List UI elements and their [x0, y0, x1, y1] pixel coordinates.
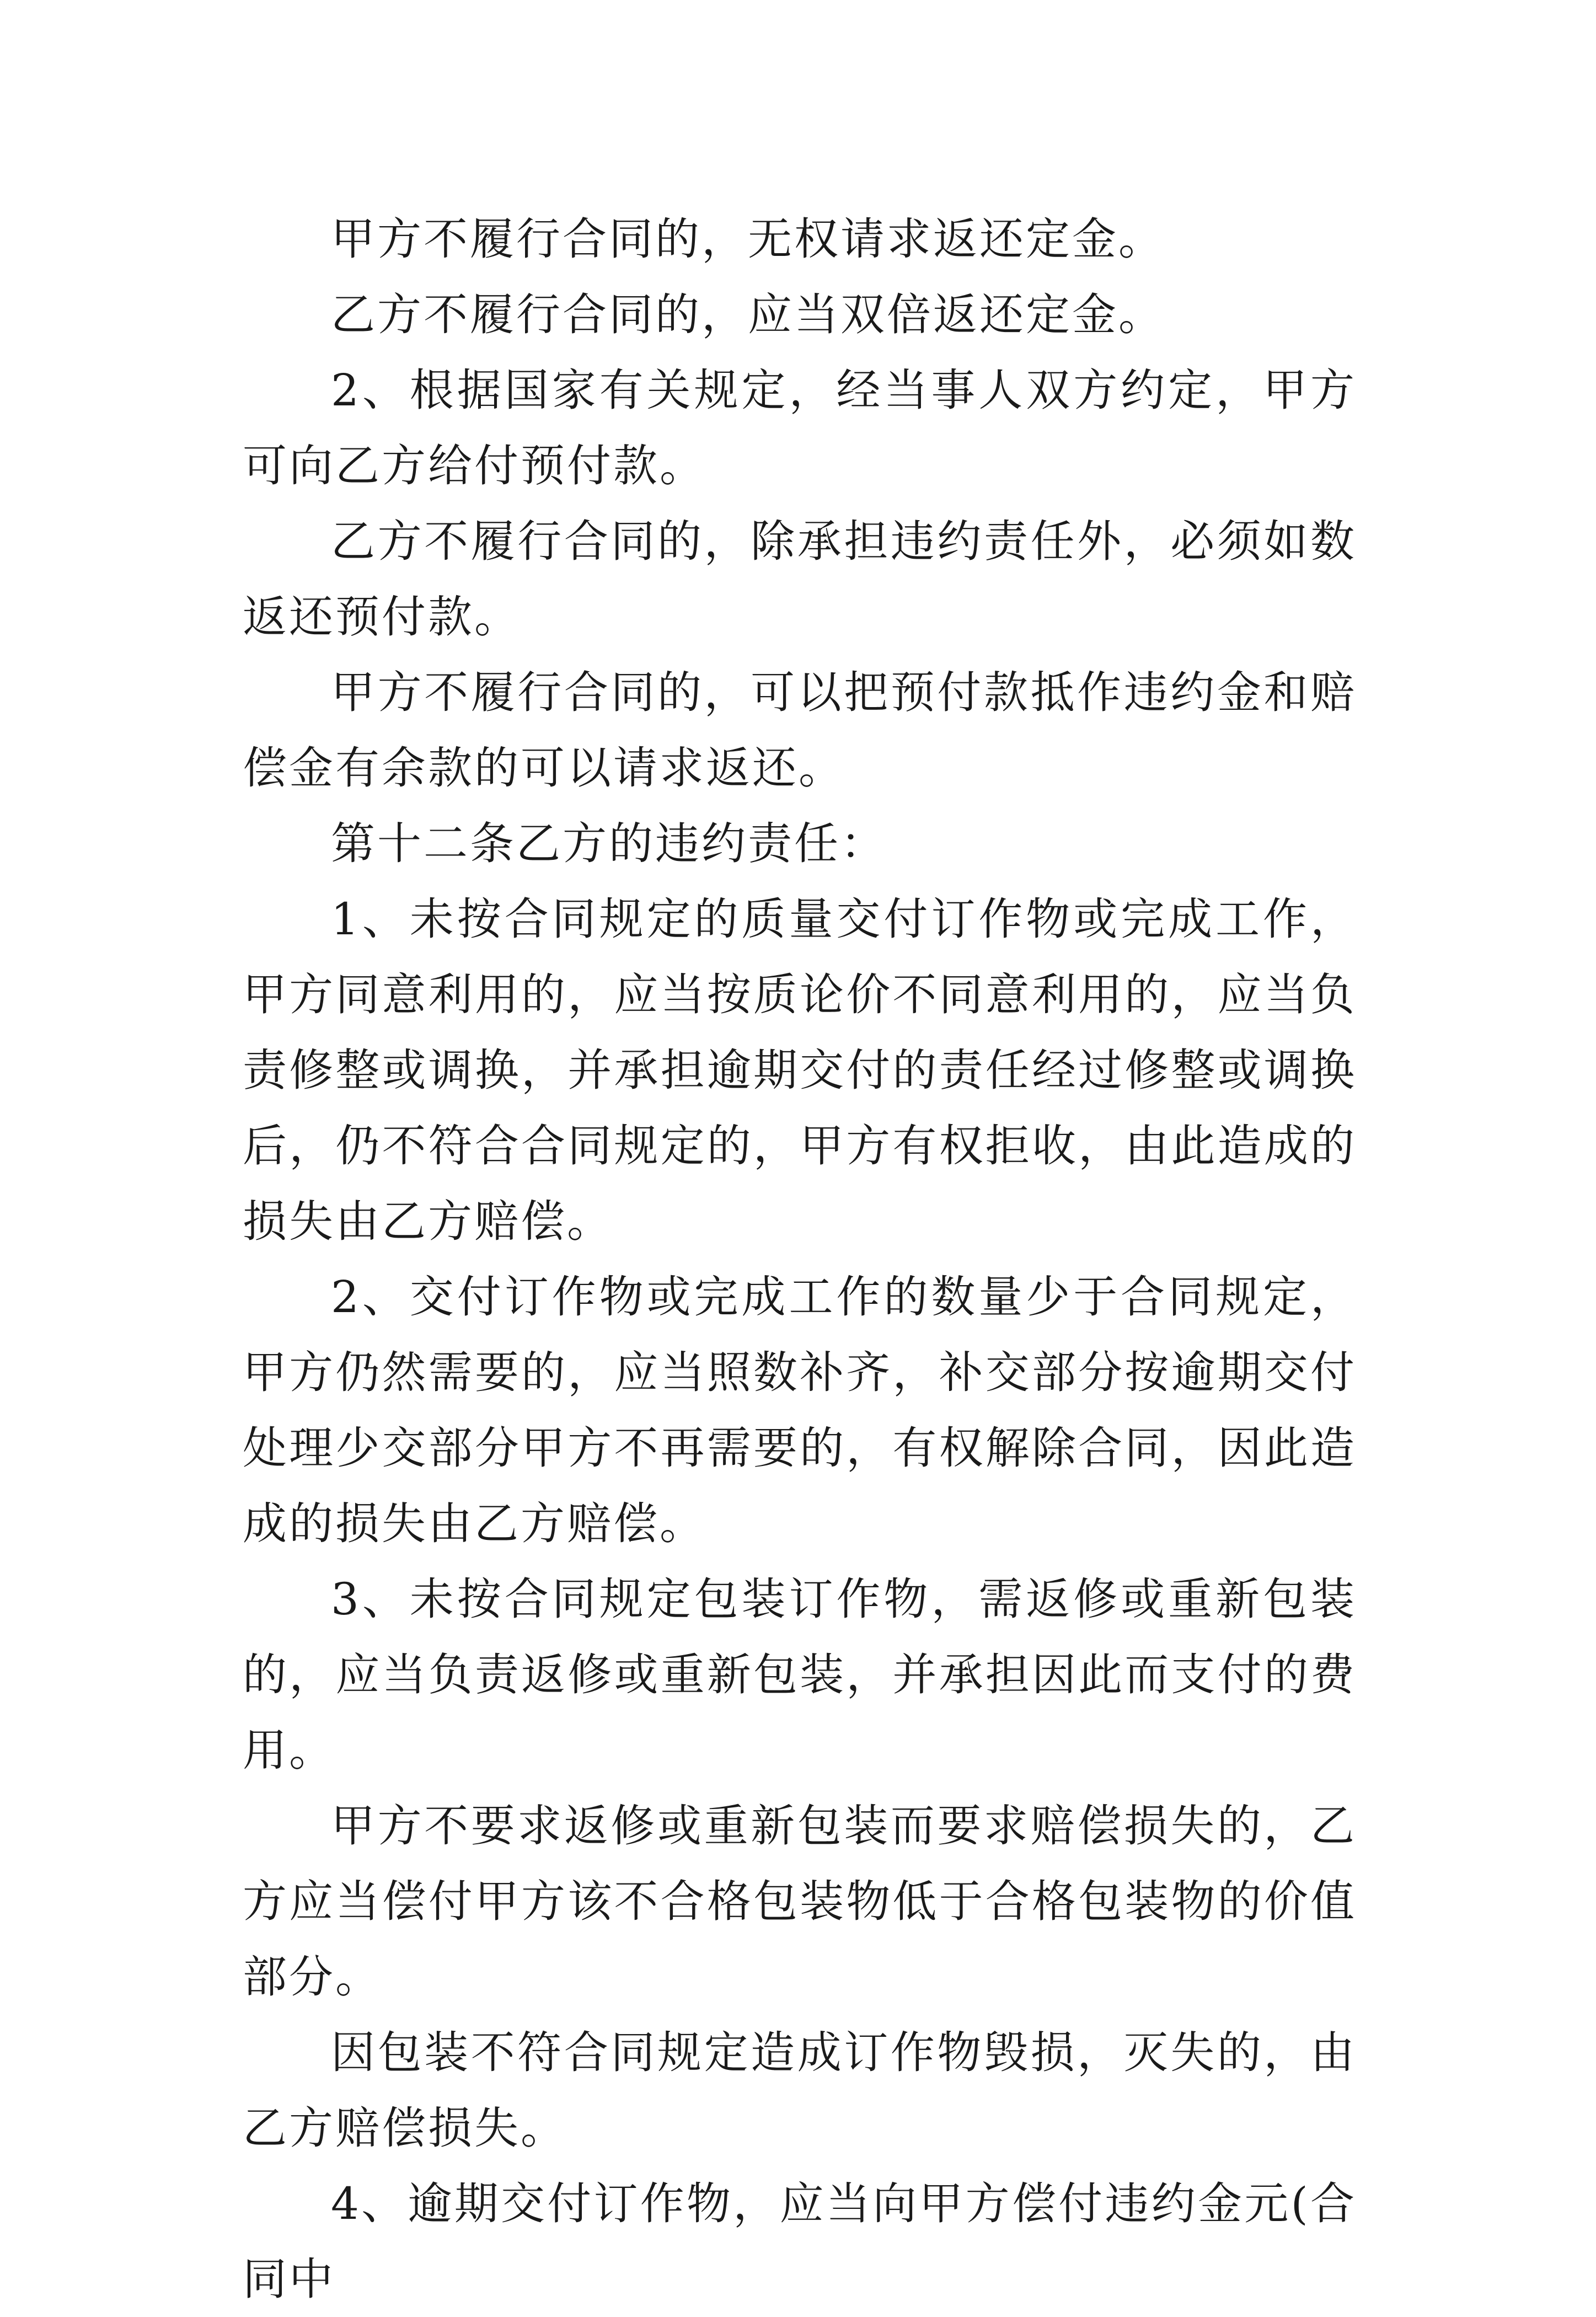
paragraph: 2、根据国家有关规定，经当事人双方约定，甲方可向乙方给付预付款。 [243, 365, 1357, 491]
paragraph: 1、未按合同规定的质量交付订作物或完成工作，甲方同意利用的，应当按质论价不同意利用的，应当负责修整或调换，并承担逾期交付的责任经过修整或调换后，仍不符合合同规定的，甲方有权拒收，由此造成的损失由乙方赔偿。 [243, 893, 1357, 1247]
document-body [243, 201, 1357, 2317]
section-heading: 第十二条乙方的违约责任： [331, 818, 887, 869]
paragraph: 甲方不履行合同的，可以把预付款抵作违约金和赔偿金有余款的可以请求返还。 [243, 667, 1357, 794]
paragraph: 因包装不符合同规定造成订作物毁损，灭失的，由乙方赔偿损失。 [243, 2027, 1357, 2154]
paragraph: 甲方不要求返修或重新包装而要求赔偿损失的，乙方应当偿付甲方该不合格包装物低于合格包装物的价值部分。 [243, 1800, 1357, 2003]
paragraph: 乙方不履行合同的，应当双倍返还定金。 [331, 289, 1165, 340]
paragraph: 甲方不履行合同的，无权请求返还定金。 [331, 213, 1165, 265]
paragraph: 4、逾期交付订作物，应当向甲方偿付违约金元(合同中 [243, 2178, 1357, 2305]
paragraph: 2、交付订作物或完成工作的数量少于合同规定，甲方仍然需要的，应当照数补齐，补交部分按逾期交付处理少交部分甲方不再需要的，有权解除合同，因此造成的损失由乙方赔偿。 [243, 1271, 1357, 1549]
paragraph: 3、未按合同规定包装订作物，需返修或重新包装的，应当负责返修或重新包装，并承担因此而支付的费用。 [243, 1574, 1357, 1776]
paragraph: 乙方不履行合同的，除承担违约责任外，必须如数返还预付款。 [243, 516, 1357, 643]
